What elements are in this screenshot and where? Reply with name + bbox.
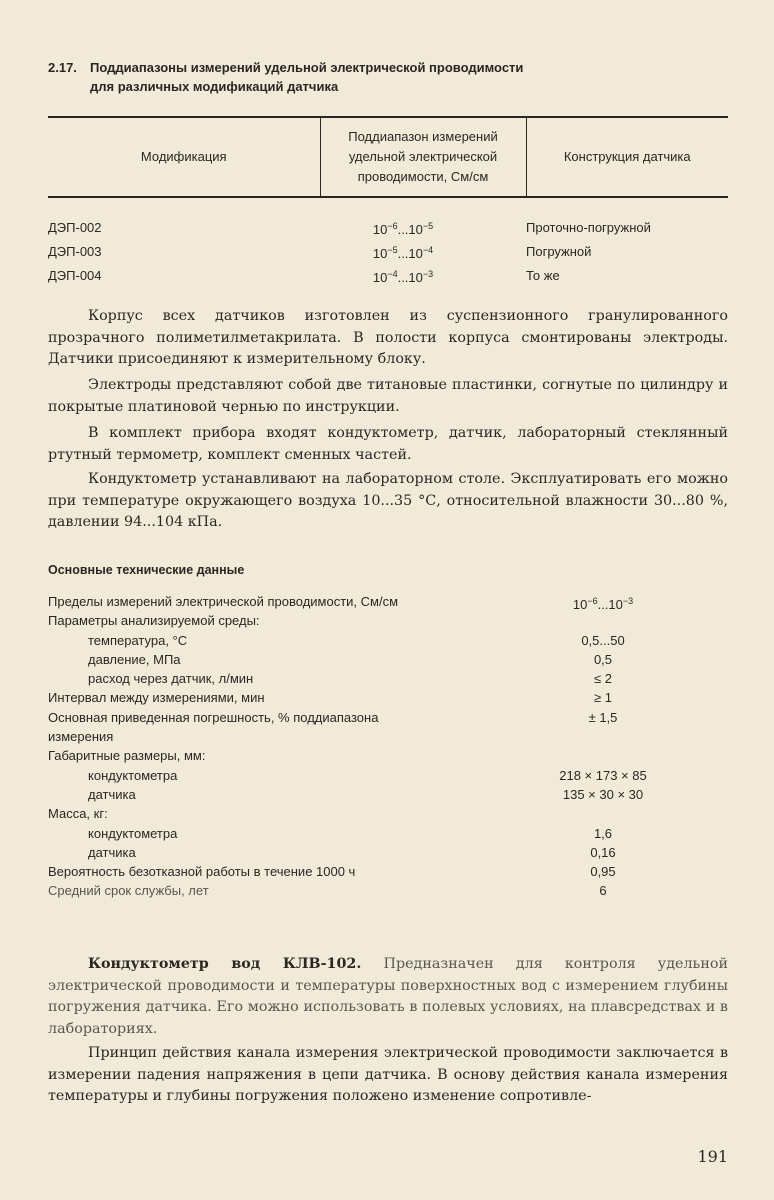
spec-row: датчика 0,16	[88, 844, 616, 860]
spec-row: расход через датчик, л/мин ≤ 2	[88, 671, 612, 687]
specs-list	[48, 592, 728, 901]
spec-row: Интервал между измерениями, мин ≥ 1	[48, 690, 612, 706]
modifications-table	[48, 116, 728, 288]
paragraph-klv-principle: Принцип действия канала измерения электрической проводимости заключается в измерении падения напряжения в цепи датчика. В основу действия канала измерения температуры и глубины погружения положено изменение сопротивле-	[48, 1045, 728, 1104]
spec-row: Основная приведенная погрешность, % поддиапазона ± 1,5	[48, 709, 618, 725]
spec-row: давление, МПа 0,5	[88, 651, 613, 667]
page-number: 191	[697, 1147, 728, 1166]
paragraph-kit: В комплект прибора входят кондуктометр, датчик, лабораторный стеклянный ртутный термометр, комплект сменных частей.	[48, 425, 728, 463]
header-design: Конструкция датчика	[526, 117, 728, 197]
spec-row: температура, °С 0,5...50	[88, 632, 625, 648]
cell-mod: ДЭП-004	[48, 268, 102, 283]
table-row	[48, 264, 728, 288]
table-title	[48, 58, 728, 96]
table-title-line2: для различных модификаций датчика	[90, 79, 339, 94]
paragraph-electrodes: Электроды представляют собой две титановые пластинки, согнутые по цилиндру и покрытые платиновой чернью по инструкции.	[48, 377, 728, 415]
table-row	[48, 240, 728, 264]
paragraph-body: Корпус всех датчиков изготовлен из суспензионного гранулированного прозрачного полиметилметакрилата. В полости корпуса смонтированы электроды. Датчики присоединяют к измерительному блоку.	[48, 308, 728, 367]
cell-design: Погружной	[526, 244, 592, 259]
spec-row: Вероятность безотказной работы в течение 1000 ч 0,95	[48, 864, 616, 880]
specs-heading: Основные технические данные	[48, 563, 245, 577]
cell-mod: ДЭП-003	[48, 244, 102, 259]
spec-row: кондуктометра 1,6	[88, 825, 613, 841]
spec-row: Пределы измерений электрической проводимости, См/см $10^{-6}...10^{-3}$	[48, 594, 634, 612]
spec-row: Параметры анализируемой среды:	[48, 613, 260, 629]
table-row	[48, 197, 728, 240]
spec-row: Габаритные размеры, мм:	[48, 748, 206, 764]
cell-design: То же	[526, 268, 560, 283]
cell-range: $10^{-6}...10^{-5}$	[372, 221, 434, 237]
cell-design: Проточно-погружной	[526, 220, 651, 235]
paragraph-klv-intro: Кондуктометр вод КЛВ-102. Предназначен для контроля удельной электрической проводимости и температуры поверхностных вод с измерением глубины погружения датчика. Его можно использовать в полевых условиях, на плавсредствах и в лабораториях.	[48, 956, 728, 1037]
spec-row: измерения	[48, 729, 114, 745]
spec-row: датчика 135 × 30 × 30	[88, 786, 644, 802]
spec-row: Масса, кг:	[48, 806, 108, 822]
device-name: Кондуктометр вод КЛВ-102.	[88, 956, 362, 972]
header-subrange: Поддиапазон измерений удельной электрической проводимости, См/см	[320, 117, 526, 197]
paragraph-installation: Кондуктометр устанавливают на лабораторном столе. Эксплуатировать его можно при температуре окружающего воздуха 10...35 °С, относительной влажности 30...80 %, давлении 94...104 кПа.	[48, 471, 728, 530]
table-title-line1: Поддиапазоны измерений удельной электрической проводимости	[90, 60, 524, 75]
spec-row: кондуктометра 218 × 173 × 85	[88, 767, 647, 783]
table-number: 2.17.	[48, 60, 77, 75]
cell-mod: ДЭП-002	[48, 220, 102, 235]
cell-range: $10^{-4}...10^{-3}$	[372, 269, 434, 285]
header-modification: Модификация	[48, 117, 320, 197]
spec-row: Средний срок службы, лет 6	[48, 883, 607, 899]
cell-range: $10^{-5}...10^{-4}$	[372, 245, 434, 261]
